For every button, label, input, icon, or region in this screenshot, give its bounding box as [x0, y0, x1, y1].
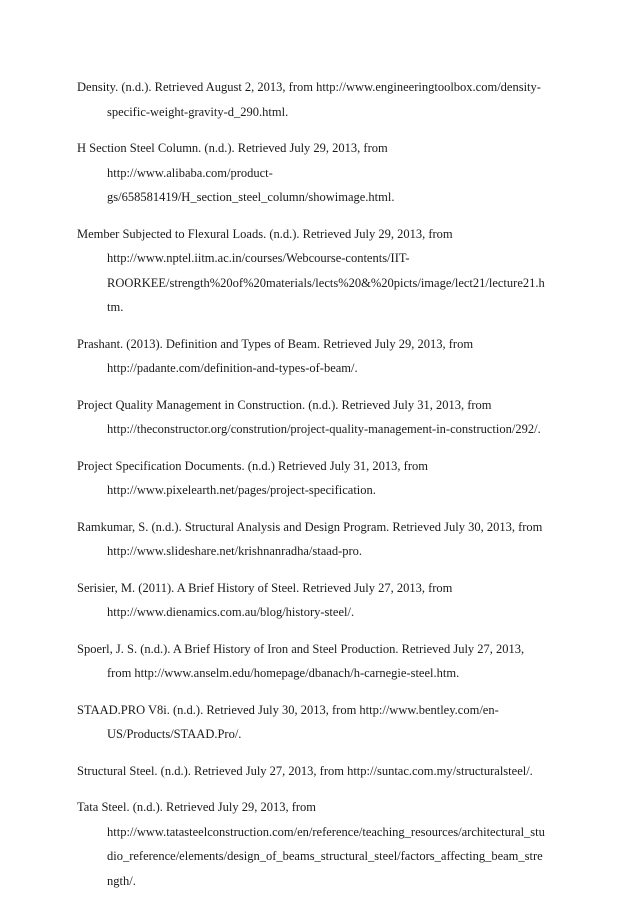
- reference-continuation-line: http://www.alibaba.com/product-: [107, 165, 273, 180]
- reference-first-line: STAAD.PRO V8i. (n.d.). Retrieved July 30, 2013, from http://www.bentley.com/en-: [77, 702, 499, 717]
- reference-continuation-line: US/Products/STAAD.Pro/.: [107, 727, 242, 741]
- reference-entry: [77, 393, 567, 442]
- reference-entry: [77, 136, 567, 210]
- reference-entry: [77, 637, 567, 686]
- reference-continuation-line: http://theconstructor.org/constrution/project-quality-management-in-construction/292/.: [107, 422, 541, 436]
- reference-continuation-line: http://www.tatasteelconstruction.com/en/reference/teaching_resources/architectural_stu: [107, 824, 545, 839]
- reference-entry: [77, 698, 567, 747]
- reference-first-line: Prashant. (2013). Definition and Types of Beam. Retrieved July 29, 2013, from: [77, 336, 474, 351]
- reference-continuation-line: http://www.dienamics.com.au/blog/history-steel/.: [107, 605, 355, 619]
- reference-list: [77, 75, 567, 905]
- reference-continuation-line: ROORKEE/strength%20of%20materials/lects%20&%20picts/image/lect21/lecture21.h: [107, 275, 545, 290]
- reference-entry: [77, 332, 567, 381]
- reference-continuation-line: ngth/.: [107, 873, 136, 888]
- reference-first-line: Spoerl, J. S. (n.d.). A Brief History of Iron and Steel Production. Retrieved July 27, 2013,: [77, 641, 525, 656]
- reference-continuation-line: http://www.nptel.iitm.ac.in/courses/Webcourse-contents/IIT-: [107, 251, 410, 265]
- reference-first-line: Structural Steel. (n.d.). Retrieved July 27, 2013, from http://suntac.com.my/structuralsteel/.: [77, 763, 533, 778]
- reference-continuation-line: specific-weight-gravity-d_290.html.: [107, 104, 289, 119]
- reference-continuation-line: http://padante.com/definition-and-types-of-beam/.: [107, 361, 358, 375]
- reference-continuation-line: from http://www.anselm.edu/homepage/dbanach/h-carnegie-steel.htm.: [107, 666, 460, 680]
- reference-first-line: Serisier, M. (2011). A Brief History of Steel. Retrieved July 27, 2013, from: [77, 580, 453, 595]
- reference-entry: [77, 454, 567, 503]
- reference-first-line: H Section Steel Column. (n.d.). Retrieved July 29, 2013, from: [77, 141, 388, 155]
- reference-continuation-line: dio_reference/elements/design_of_beams_structural_steel/factors_affecting_beam_stre: [107, 849, 543, 863]
- reference-first-line: Density. (n.d.). Retrieved August 2, 2013, from http://www.engineeringtoolbox.com/density-: [77, 80, 541, 94]
- reference-first-line: Member Subjected to Flexural Loads. (n.d.). Retrieved July 29, 2013, from: [77, 226, 453, 241]
- reference-entry: [77, 222, 567, 320]
- reference-continuation-line: gs/658581419/H_section_steel_column/showimage.html.: [107, 190, 395, 204]
- reference-entry: [77, 759, 567, 784]
- reference-first-line: Tata Steel. (n.d.). Retrieved July 29, 2013, from: [77, 800, 317, 814]
- reference-first-line: Project Quality Management in Construction. (n.d.). Retrieved July 31, 2013, from: [77, 397, 492, 412]
- reference-entry: [77, 515, 567, 564]
- reference-continuation-line: tm.: [107, 300, 124, 314]
- reference-continuation-line: http://www.pixelearth.net/pages/project-specification.: [107, 483, 376, 497]
- reference-entry: [77, 576, 567, 625]
- reference-first-line: Project Specification Documents. (n.d.) Retrieved July 31, 2013, from: [77, 458, 428, 473]
- reference-entry: [77, 795, 567, 893]
- reference-first-line: Ramkumar, S. (n.d.). Structural Analysis and Design Program. Retrieved July 30, 2013, from: [77, 519, 543, 534]
- reference-continuation-line: http://www.slideshare.net/krishnanradha/staad-pro.: [107, 544, 363, 558]
- reference-entry: [77, 75, 567, 124]
